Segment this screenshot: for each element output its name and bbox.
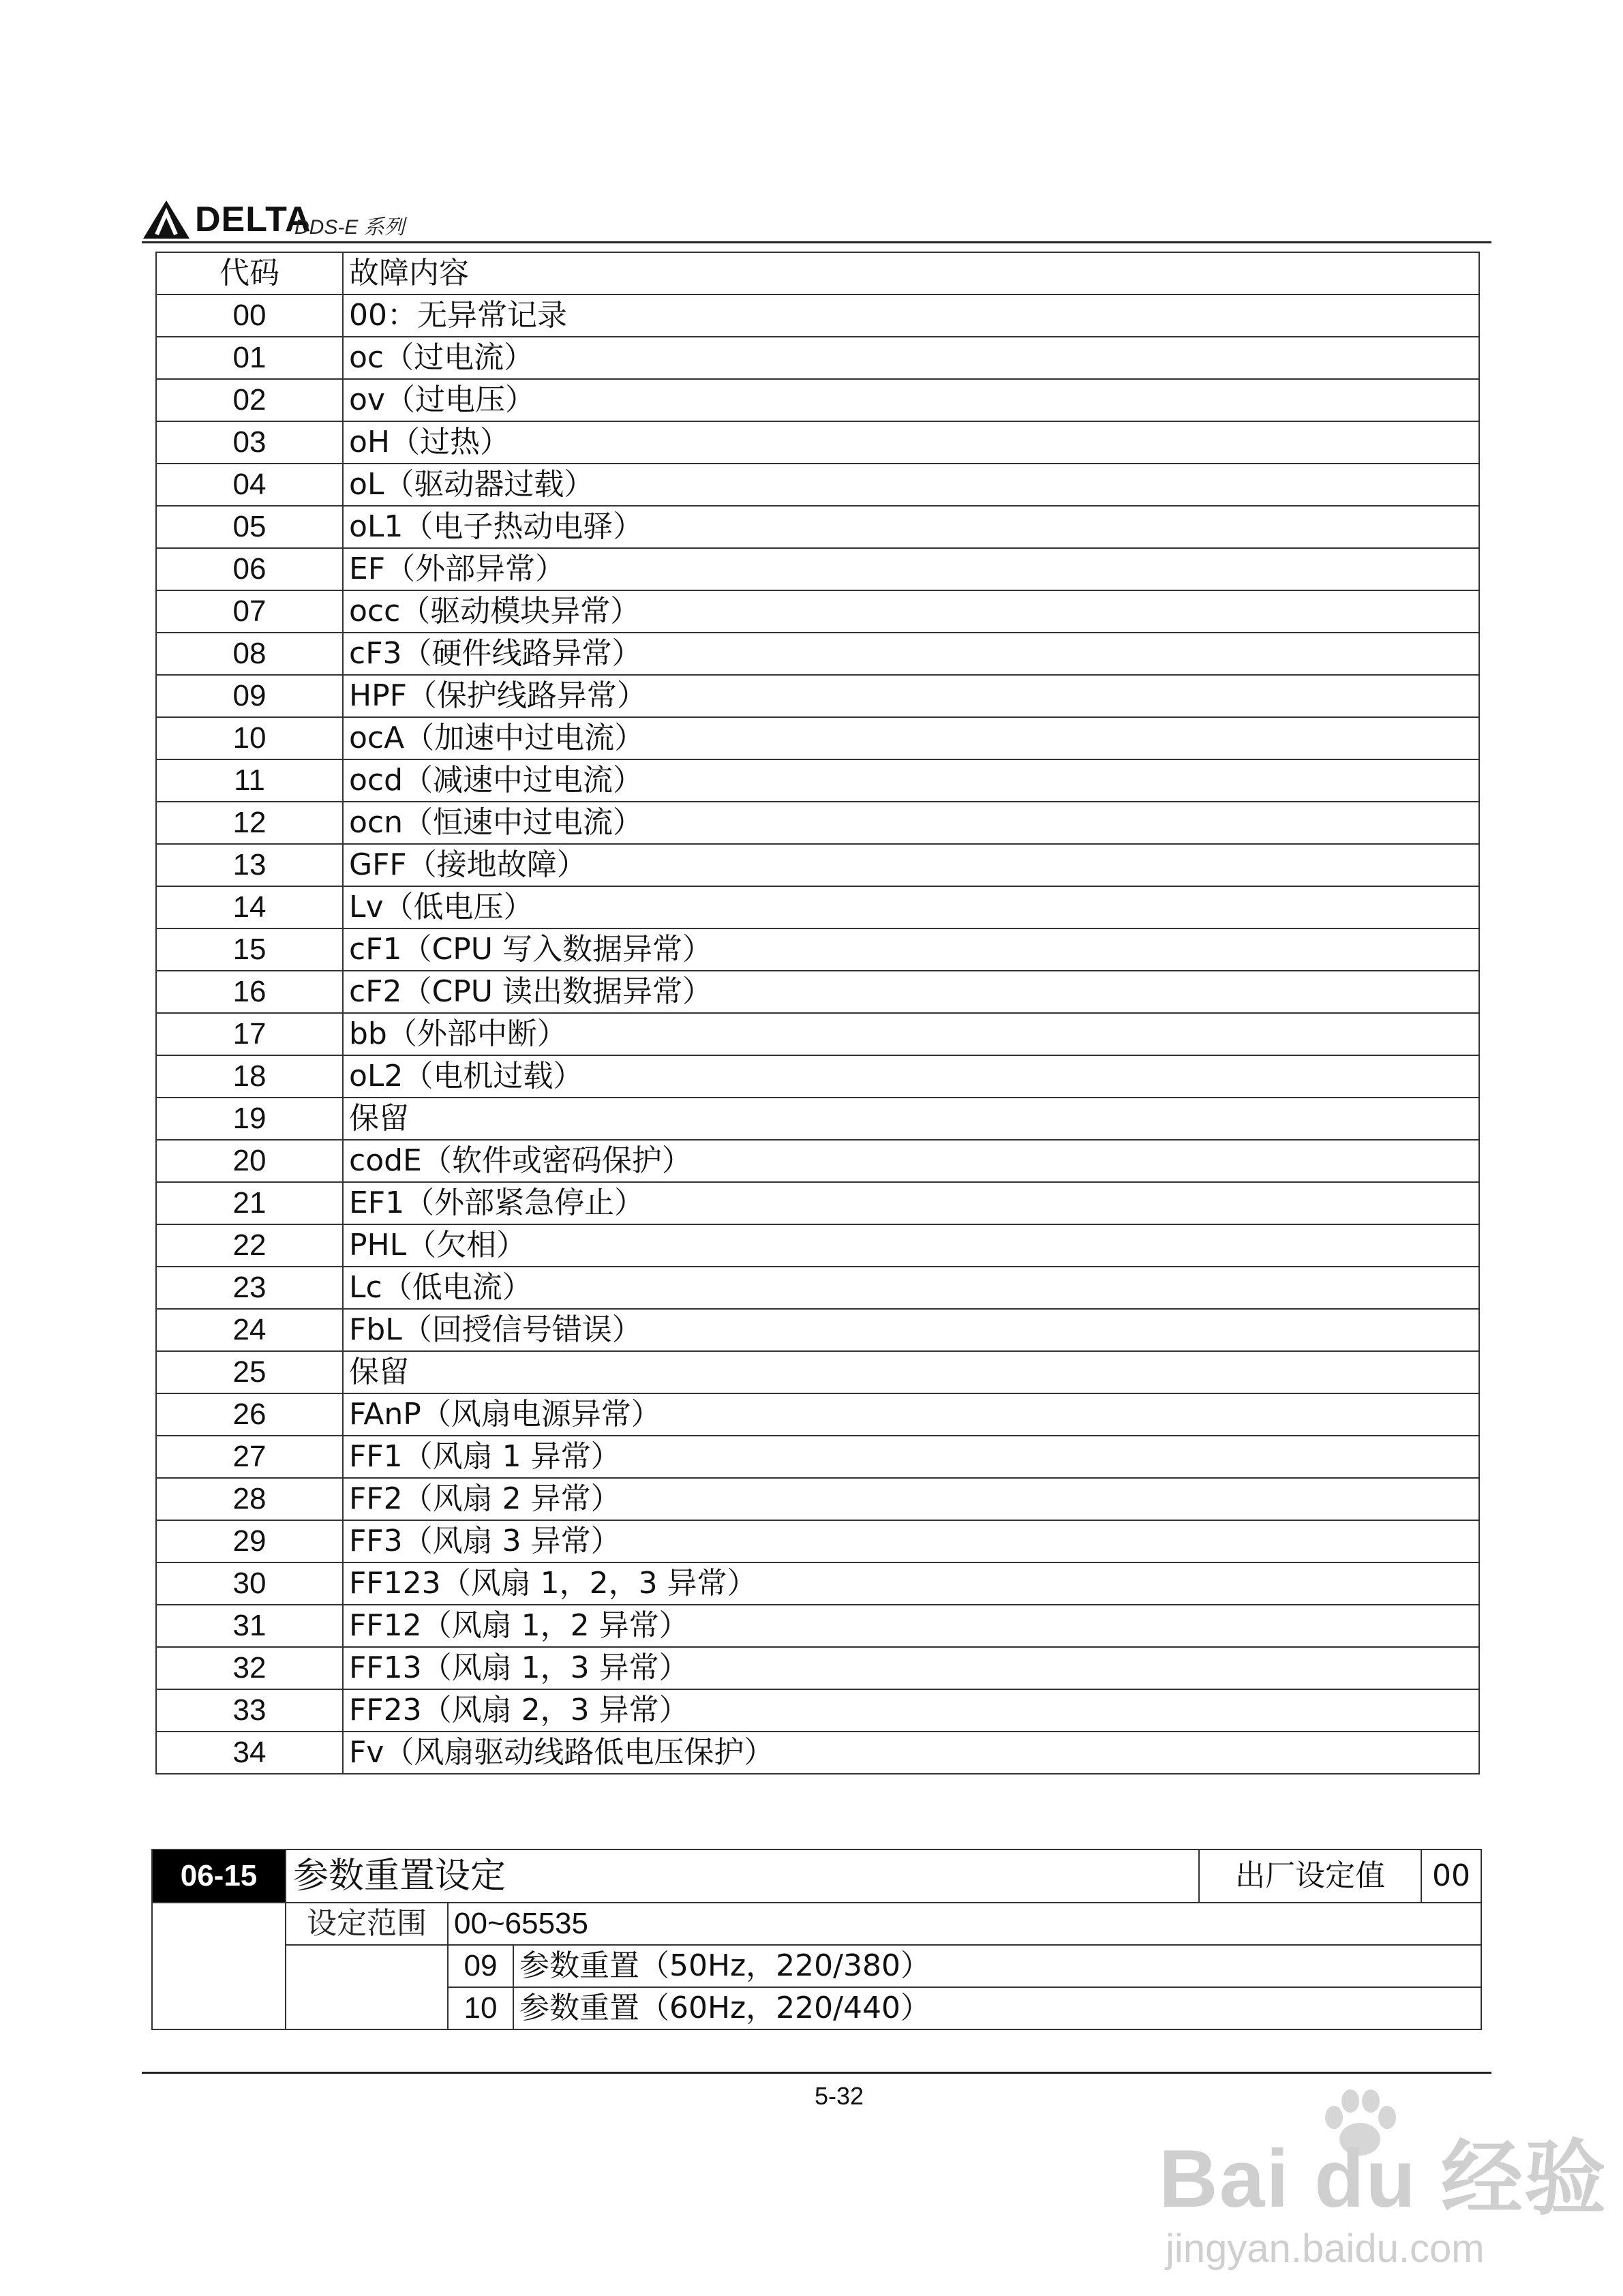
option-code: 09 (448, 1945, 513, 1987)
fault-code: 31 (156, 1605, 343, 1647)
fault-description: FF12（风扇 1，2 异常） (343, 1605, 1479, 1647)
fault-code: 30 (156, 1562, 343, 1605)
table-row (156, 1562, 1479, 1605)
table-row (156, 717, 1479, 759)
fault-code: 23 (156, 1267, 343, 1309)
table-row (156, 886, 1479, 928)
column-header-code: 代码 (156, 252, 343, 294)
fault-description: codE（软件或密码保护） (343, 1140, 1479, 1182)
table-row (156, 1647, 1479, 1689)
table-row (156, 675, 1479, 717)
fault-description: 保留 (343, 1351, 1479, 1393)
table-row (156, 1013, 1479, 1055)
header-divider (142, 241, 1491, 243)
delta-logo (142, 196, 312, 243)
page-header (142, 183, 1491, 244)
fault-description: FF1（风扇 1 异常） (343, 1436, 1479, 1478)
parameter-id: 06-15 (152, 1849, 286, 1903)
fault-code: 32 (156, 1647, 343, 1689)
fault-code: 14 (156, 886, 343, 928)
fault-code: 33 (156, 1689, 343, 1732)
fault-description: HPF（保护线路异常） (343, 675, 1479, 717)
table-row (156, 1689, 1479, 1732)
factory-setting-label: 出厂设定值 (1199, 1849, 1421, 1903)
fault-description: 保留 (343, 1098, 1479, 1140)
fault-description: ov（过电压） (343, 379, 1479, 421)
parameter-blank-cell (152, 1903, 286, 2029)
fault-description: FF13（风扇 1，3 异常） (343, 1647, 1479, 1689)
fault-code: 06 (156, 548, 343, 590)
table-row (156, 1732, 1479, 1774)
fault-description: FAnP（风扇电源异常） (343, 1393, 1479, 1436)
setting-range-value: 00~65535 (448, 1903, 1481, 1945)
fault-code: 04 (156, 464, 343, 506)
fault-description: FF123（风扇 1，2，3 异常） (343, 1562, 1479, 1605)
fault-description: Lc（低电流） (343, 1267, 1479, 1309)
fault-description: oL1（电子热动电驿） (343, 506, 1479, 548)
fault-code: 02 (156, 379, 343, 421)
range-blank-cell (286, 1945, 448, 2029)
fault-description: oL2（电机过载） (343, 1055, 1479, 1098)
page-number: 5-32 (815, 2082, 864, 2110)
table-row (156, 1182, 1479, 1224)
table-row (156, 1224, 1479, 1267)
fault-code: 05 (156, 506, 343, 548)
fault-description: Lv（低电压） (343, 886, 1479, 928)
fault-code: 01 (156, 337, 343, 379)
table-row (156, 1309, 1479, 1351)
column-header-desc: 故障内容 (343, 252, 1479, 294)
option-desc: 参数重置（60Hz，220/440） (513, 1987, 1481, 2029)
fault-code: 10 (156, 717, 343, 759)
table-row (156, 1267, 1479, 1309)
fault-code: 19 (156, 1098, 343, 1140)
table-row (156, 1520, 1479, 1562)
table-row (156, 971, 1479, 1013)
fault-description: ocn（恒速中过电流） (343, 802, 1479, 844)
fault-code: 21 (156, 1182, 343, 1224)
table-row (156, 548, 1479, 590)
fault-code: 18 (156, 1055, 343, 1098)
table-row (156, 1098, 1479, 1140)
fault-description: EF（外部异常） (343, 548, 1479, 590)
table-row (156, 1478, 1479, 1520)
fault-description: cF2（CPU 读出数据异常） (343, 971, 1479, 1013)
fault-code: 03 (156, 421, 343, 464)
table-row (156, 421, 1479, 464)
fault-code: 13 (156, 844, 343, 886)
table-row (156, 590, 1479, 633)
table-row (156, 844, 1479, 886)
fault-code: 26 (156, 1393, 343, 1436)
factory-setting-value: 00 (1421, 1849, 1481, 1903)
table-row (156, 1055, 1479, 1098)
brand-name: DELTA (195, 200, 312, 239)
fault-description: bb（外部中断） (343, 1013, 1479, 1055)
fault-code: 22 (156, 1224, 343, 1267)
table-row (156, 759, 1479, 802)
fault-description: FbL（回授信号错误） (343, 1309, 1479, 1351)
fault-code: 20 (156, 1140, 343, 1182)
fault-description: FF2（风扇 2 异常） (343, 1478, 1479, 1520)
fault-code: 27 (156, 1436, 343, 1478)
fault-code: 25 (156, 1351, 343, 1393)
table-row (156, 464, 1479, 506)
table-row (156, 1605, 1479, 1647)
fault-code: 34 (156, 1732, 343, 1774)
fault-code: 11 (156, 759, 343, 802)
fault-description: Fv（风扇驱动线路低电压保护） (343, 1732, 1479, 1774)
table-row (156, 928, 1479, 971)
fault-code: 07 (156, 590, 343, 633)
fault-description: PHL（欠相） (343, 1224, 1479, 1267)
watermark-url: jingyan.baidu.com (1166, 2226, 1485, 2271)
fault-description: oH（过热） (343, 421, 1479, 464)
fault-code: 17 (156, 1013, 343, 1055)
fault-code: 00 (156, 294, 343, 337)
fault-code: 16 (156, 971, 343, 1013)
parameter-title: 参数重置设定 (286, 1849, 1199, 1903)
table-row (156, 506, 1479, 548)
fault-description: oL（驱动器过载） (343, 464, 1479, 506)
footer-divider (142, 2072, 1491, 2074)
fault-description: FF23（风扇 2，3 异常） (343, 1689, 1479, 1732)
table-row (156, 1140, 1479, 1182)
fault-description: occ（驱动模块异常） (343, 590, 1479, 633)
fault-description: cF1（CPU 写入数据异常） (343, 928, 1479, 971)
table-row (156, 1436, 1479, 1478)
table-row (156, 802, 1479, 844)
parameter-table (151, 1849, 1482, 2030)
option-desc: 参数重置（50Hz，220/380） (513, 1945, 1481, 1987)
fault-code: 12 (156, 802, 343, 844)
fault-code: 09 (156, 675, 343, 717)
fault-description: ocA（加速中过电流） (343, 717, 1479, 759)
fault-description: EF1（外部紧急停止） (343, 1182, 1479, 1224)
fault-code: 08 (156, 633, 343, 675)
table-row (156, 633, 1479, 675)
delta-triangle-icon (142, 199, 191, 240)
fault-description: cF3（硬件线路异常） (343, 633, 1479, 675)
table-row (156, 294, 1479, 337)
fault-code: 29 (156, 1520, 343, 1562)
option-code: 10 (448, 1987, 513, 2029)
fault-code-table (155, 252, 1480, 1774)
fault-description: ocd（减速中过电流） (343, 759, 1479, 802)
fault-code: 15 (156, 928, 343, 971)
fault-description: 00：无异常记录 (343, 294, 1479, 337)
table-header-row (156, 252, 1479, 294)
table-row (156, 1393, 1479, 1436)
table-row (156, 337, 1479, 379)
series-label: DDS-E 系列 (294, 216, 405, 239)
setting-range-label: 设定范围 (286, 1903, 448, 1945)
fault-description: GFF（接地故障） (343, 844, 1479, 886)
fault-description: FF3（风扇 3 异常） (343, 1520, 1479, 1562)
fault-code: 28 (156, 1478, 343, 1520)
baidu-watermark (1152, 2086, 1608, 2291)
fault-description: oc（过电流） (343, 337, 1479, 379)
fault-code: 24 (156, 1309, 343, 1351)
table-row (156, 379, 1479, 421)
table-row (156, 1351, 1479, 1393)
watermark-main-text: Bai du 经验 (1159, 2133, 1608, 2224)
